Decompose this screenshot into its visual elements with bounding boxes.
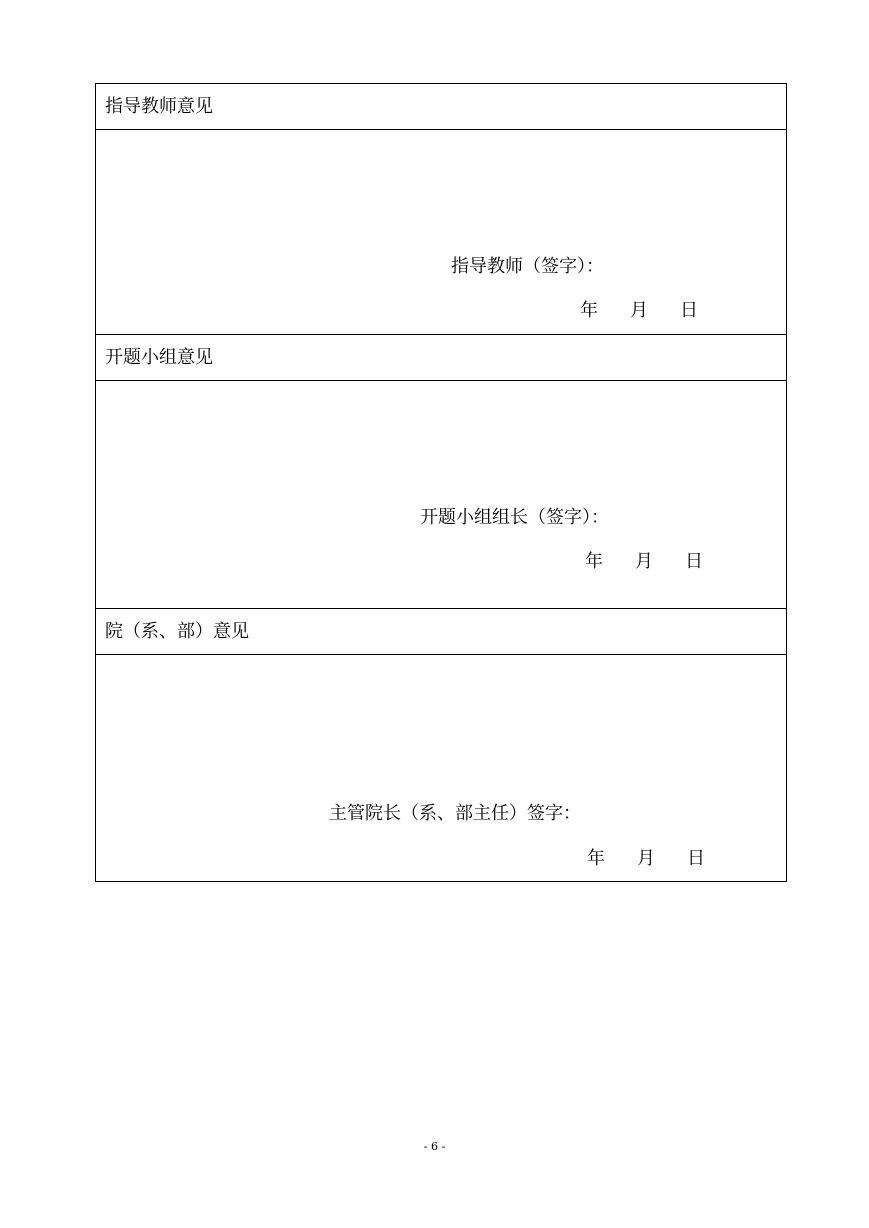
year-label: 年 — [585, 551, 603, 572]
dean-signature-label: 主管院长（系、部主任）签字： — [329, 803, 581, 824]
advisor-signature-label: 指导教师（签字）： — [451, 256, 604, 277]
advisor-opinion-title: 指导教师意见 — [105, 96, 213, 117]
month-label: 月 — [630, 300, 648, 321]
month-label: 月 — [637, 848, 655, 869]
group-date-line — [585, 550, 703, 574]
approval-form-table — [95, 83, 787, 882]
proposal-group-opinion-header — [96, 335, 786, 381]
department-opinion-body[interactable] — [96, 655, 786, 881]
year-label: 年 — [587, 848, 605, 869]
month-label: 月 — [635, 551, 653, 572]
advisor-opinion-body[interactable] — [96, 130, 786, 335]
proposal-group-opinion-body[interactable] — [96, 381, 786, 609]
department-opinion-header — [96, 609, 786, 655]
year-label: 年 — [580, 300, 598, 321]
group-leader-signature-label: 开题小组组长（签字）： — [420, 507, 609, 528]
department-opinion-title: 院（系、部）意见 — [105, 621, 249, 642]
day-label: 日 — [680, 300, 698, 321]
day-label: 日 — [685, 551, 703, 572]
page-number: - 6 - — [423, 1140, 446, 1153]
day-label: 日 — [687, 848, 705, 869]
proposal-group-opinion-title: 开题小组意见 — [105, 347, 213, 368]
advisor-date-line — [580, 299, 698, 323]
department-date-line — [587, 847, 705, 871]
advisor-opinion-header — [96, 84, 786, 130]
